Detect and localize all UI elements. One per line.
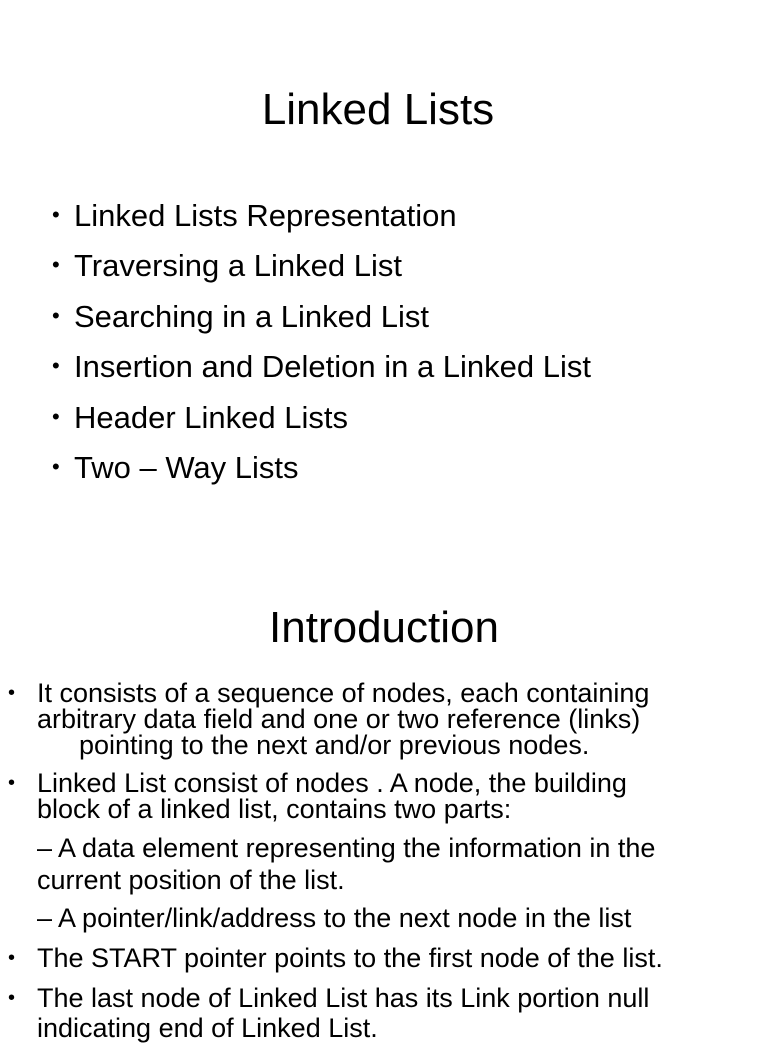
bullet-icon: • — [52, 403, 60, 429]
list-item: • The last node of Linked List has its Link portion null indicating end of Linked List. — [8, 983, 650, 1043]
list-item: • Traversing a Linked List — [52, 240, 591, 290]
list-item: • Insertion and Deletion in a Linked List — [52, 341, 591, 391]
sub-item: – A pointer/link/address to the next node in the list — [37, 903, 632, 933]
list-item: • Header Linked Lists — [52, 392, 591, 442]
list-item: • The START pointer points to the first node of the list. — [8, 943, 663, 973]
list-item: • It consists of a sequence of nodes, each containing arbitrary data field and one or two reference (links) pointing to the next and/or previous nodes. — [8, 678, 650, 760]
bullet-icon: • — [52, 454, 60, 480]
bullet-icon: • — [52, 353, 60, 379]
bullet-icon: • — [8, 947, 16, 969]
bullet-icon: • — [52, 202, 60, 227]
list-item: • Searching in a Linked List — [52, 291, 591, 341]
bullet-icon: • — [52, 252, 60, 278]
bullet-icon: • — [8, 772, 16, 794]
slide-introduction — [0, 540, 768, 1043]
list-item: • Linked Lists Representation — [52, 190, 591, 240]
intro-list — [0, 680, 768, 1043]
bullet-icon: • — [8, 987, 16, 1009]
slide-title: Introduction — [269, 603, 499, 652]
list-item: • Linked List consist of nodes . A node, the building block of a linked list, contains two parts: — [8, 768, 627, 824]
bullet-icon: • — [8, 682, 16, 704]
list-item: • Two – Way Lists — [52, 442, 591, 492]
sub-item: – A data element representing the information in the current position of the list. — [37, 833, 656, 895]
slide-title: Linked Lists — [261, 85, 495, 134]
bullet-icon: • — [52, 302, 60, 328]
topic-list — [52, 190, 591, 492]
